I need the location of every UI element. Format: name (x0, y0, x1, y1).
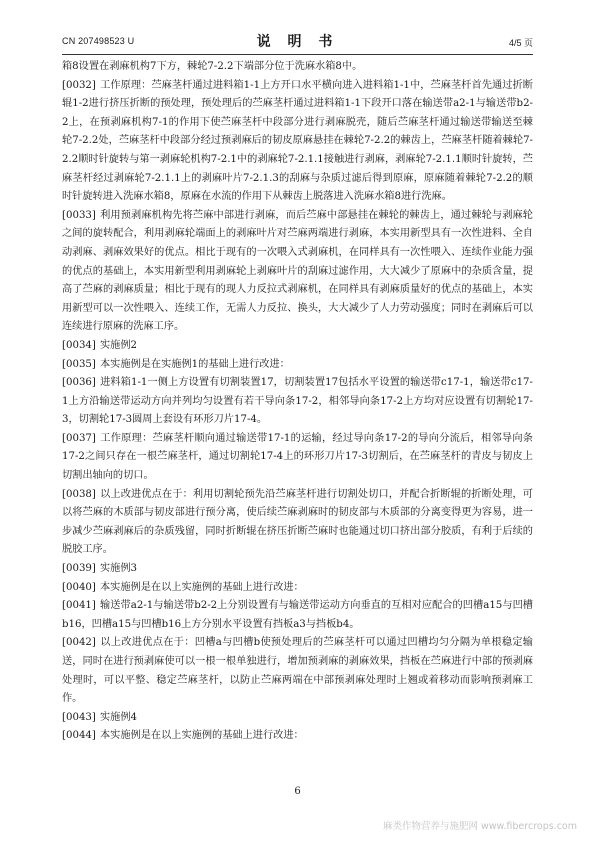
paragraph-number: [0036] (62, 377, 96, 389)
paragraph-number: [0043] (62, 711, 96, 723)
paragraph-number: [0032] (62, 79, 96, 91)
header-rule (62, 54, 533, 55)
paragraph (62, 77, 533, 207)
paragraph-number: [0034] (62, 339, 96, 351)
paragraph-text: 输送带a2-1与输送带b2-2上分别设置有与输送带运动方向垂直的互相对应配合的凹槽a15与凹槽b16，凹槽a15与凹槽b16上方分别水平设置有挡板a3与挡板b4。 (62, 600, 533, 630)
paragraph (62, 337, 533, 356)
paragraph-text: 利用预剥麻机构先将苎麻中部进行剥麻，而后苎麻中部悬挂在棘轮的棘齿上，通过棘轮与剥麻轮之间的旋转配合，利用剥麻轮端面上的剥麻叶片对苎麻两端进行剥麻，本实用新型具有一次性进料、全自动剥麻、剥麻效果好的优点。相比于现有的一次喂入式剥麻机，在同样具有一次性喂入、连续作业能力强的优点的基础上，本实用新型利用剥麻轮上剥麻叶片的刮麻过滤作用，大大减少了原麻中的杂质含量，提高了苎麻的剥麻质量；相比于现有的现人力反拉式剥麻机，在同样具有剥麻质量好的优点的基础上，本实用新型可以一次性喂入、连续工作，无需人力反拉、换头，大大减少了人力劳动强度；同时在剥麻后可以连续进行原麻的洗麻工序。 (62, 209, 533, 333)
watermark-text: 麻类作物营养与施肥网 www.fibercrops.com (382, 821, 577, 832)
paragraph-text: 实施例3 (100, 563, 138, 575)
paragraph (62, 356, 533, 375)
document-title: 说 明 书 (256, 34, 339, 50)
paragraph-number: [0042] (62, 637, 96, 649)
paragraph (62, 58, 533, 77)
paragraph-text: 进料箱1-1一侧上方设置有切割装置17，切割装置17包括水平设置的输送带c17-1，输送带c17-1上方沿输送带运动方向并列均匀设置有若干导向条17-2，相邻导向条17-2上方均对应设置有切割轮17-3，切割轮17-3圆周上套设有环形刀片17-4。 (62, 377, 533, 426)
page-header (62, 28, 533, 54)
paragraph (62, 560, 533, 579)
paragraph (62, 374, 533, 430)
paragraph-text: 本实施例是在以上实施例的基础上进行改进： (100, 730, 304, 742)
paragraph-text: 箱8设置在剥麻机构7下方，棘轮7-2.2下端部分位于洗麻水箱8中。 (62, 61, 363, 72)
paragraph-text: 本实施例是在以上实施例的基础上进行改进： (100, 581, 304, 593)
paragraph (62, 709, 533, 728)
paragraph-text: 本实施例是在实施例1的基础上进行改进： (100, 358, 290, 370)
paragraph-text: 工作原理：苎麻茎杆通过进料箱1-1上方开口水平横向进入进料箱1-1中，苎麻茎杆首先通过折断辊1-2进行挤压折断的预处理，预处理后的苎麻茎杆通过进料箱1-1下段开口落在输送带a2-1与输送带b2-2上，在预剥麻机构7-1的作用下使苎麻茎杆中段部分进行剥麻脱壳，随后苎麻茎杆通过输送带输送至棘轮7-2.2处，苎麻茎杆中段部分经过预剥麻后的韧皮原麻悬挂在棘轮7-2.2的棘齿上，苎麻茎杆随着棘轮7-2.2顺时针旋转与第一剥麻轮机构7-2.1中的剥麻轮7-2.1.1接触进行剥麻，剥麻轮7-2.1.1顺时针旋转，苎麻茎杆经过剥麻轮7-2.1.1上的剥麻叶片7-2.1.3的刮麻与杂质过滤后得到原麻，原麻随着棘轮7-2.2的顺时针旋转进入洗麻水箱8，原麻在水流的作用下从棘齿上脱落进入洗麻水箱8进行洗麻。 (62, 79, 533, 203)
paragraph-number: [0038] (62, 488, 96, 500)
paragraph-number: [0035] (62, 358, 96, 370)
paragraph-text: 实施例4 (100, 711, 138, 723)
paragraph-number: [0041] (62, 600, 96, 612)
document-body (62, 58, 533, 746)
paragraph (62, 207, 533, 337)
paragraph (62, 634, 533, 708)
paragraph-text: 工作原理：苎麻茎杆顺向通过输送带17-1的运输，经过导向条17-2的导向分流后，相邻导向条17-2之间只存在一根苎麻茎杆，通过切割轮17-4上的环形刀片17-3切割后，在苎麻茎杆的青皮与韧皮上切割出轴向的切口。 (62, 432, 533, 482)
paragraph (62, 597, 533, 634)
page-info: 4/5 页 (508, 38, 533, 48)
paragraph-number: [0037] (62, 432, 96, 444)
paragraph-number: [0039] (62, 563, 96, 575)
paragraph (62, 486, 533, 560)
page-number: 6 (294, 786, 301, 797)
paragraph-text: 以上改进优点在于：凹槽a与凹槽b使预处理后的苎麻茎杆可以通过凹槽均匀分隔为单根稳定输送，同时在进行预剥麻使可以一根一根单独进行，增加预剥麻的剥麻效果，挡板在苎麻进行中部的预剥麻处理时，可以平整、稳定苎麻茎杆，以防止苎麻两端在中部预剥麻处理时上翘或着移动而影响预剥麻工作。 (62, 637, 533, 705)
paragraph-number: [0044] (62, 730, 96, 742)
paragraph (62, 727, 533, 746)
paragraph-text: 以上改进优点在于：利用切割轮预先沿苎麻茎杆进行切割处切口，并配合折断辊的折断处理，可以将苎麻的木质部与韧皮部进行预分离，使后续苎麻剥麻时的韧皮部与木质部的分离变得更为容易，进一步减少苎麻剥麻后的杂质残留，同时折断辊在挤压折断苎麻时也能通过切口挤出部分胶质，有利于后续的脱胶工序。 (62, 488, 533, 556)
paragraph-number: [0040] (62, 581, 96, 593)
paragraph (62, 579, 533, 598)
paragraph-number: [0033] (62, 209, 96, 221)
publication-number: CN 207498523 U (62, 36, 135, 46)
paragraph-text: 实施例2 (100, 339, 138, 351)
paragraph (62, 430, 533, 486)
